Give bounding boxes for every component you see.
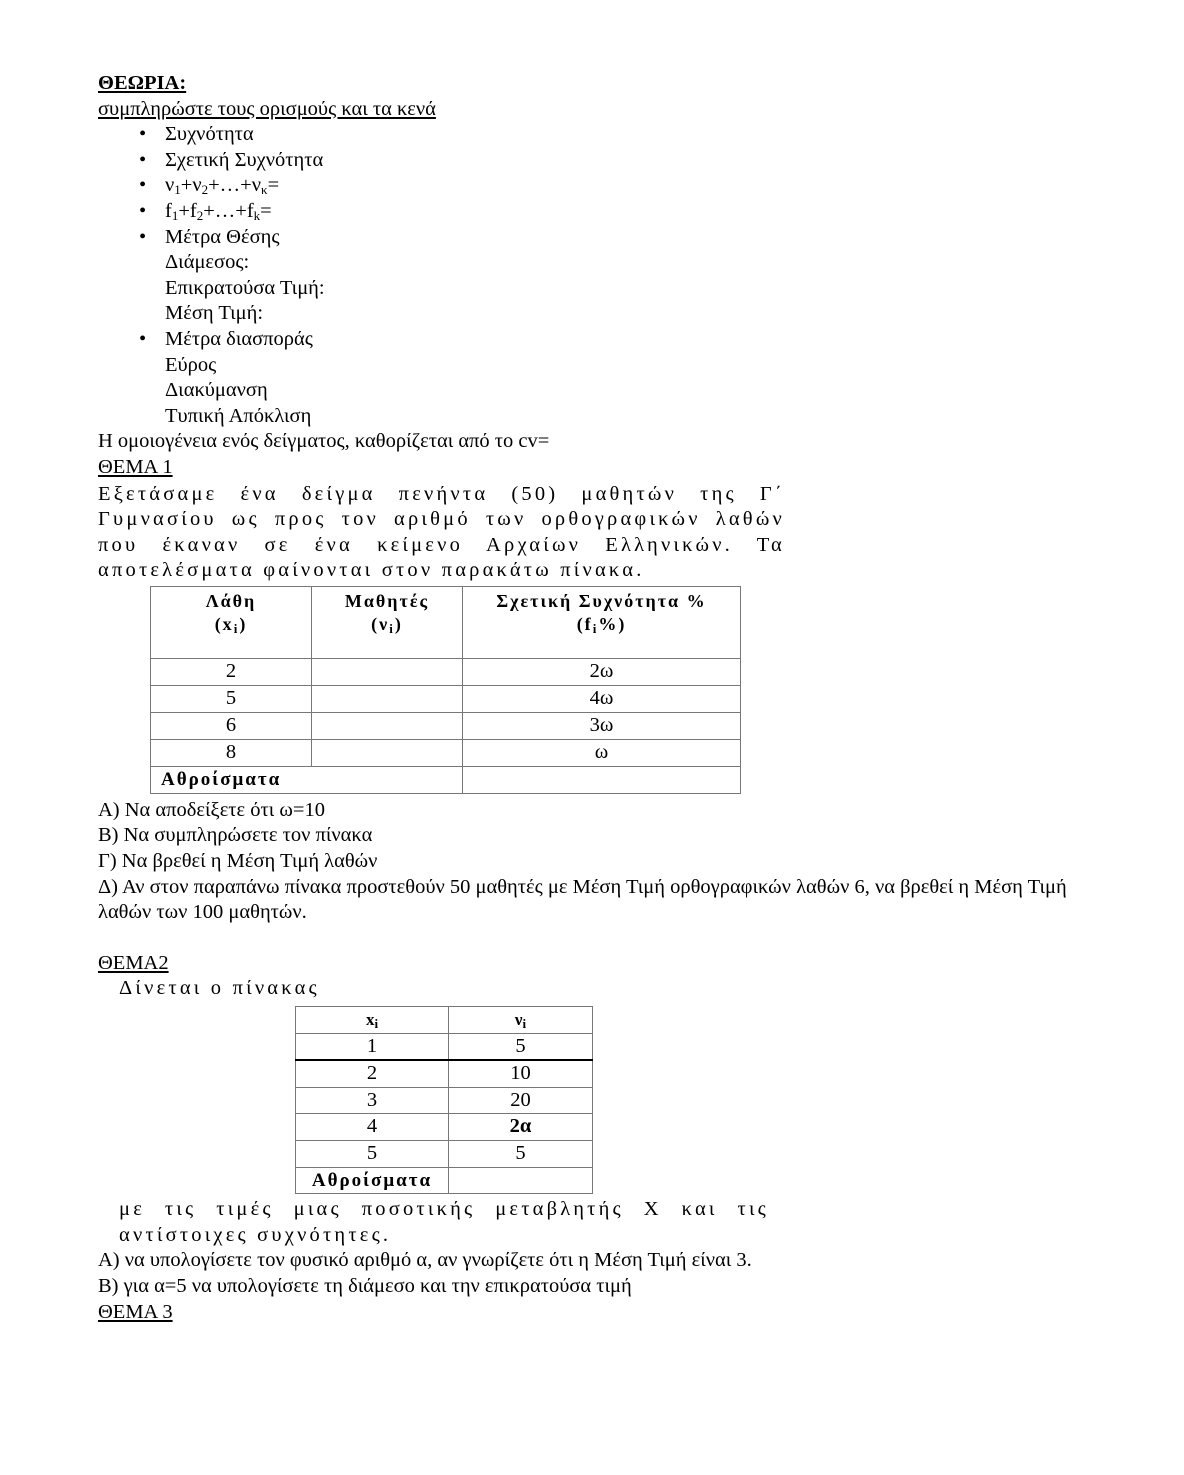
intro-line: Γυμνασίου ως προς τον αριθμό των ορθογραφικών λαθών bbox=[98, 508, 785, 531]
table-sum-row bbox=[151, 766, 741, 793]
list-subitem: Τυπική Απόκλιση bbox=[165, 404, 312, 427]
table-row bbox=[151, 685, 741, 712]
topic1-table bbox=[150, 586, 741, 794]
sum-label: Αθροίσματα bbox=[296, 1167, 449, 1194]
list-item bbox=[98, 173, 1098, 199]
spacer bbox=[98, 926, 1098, 951]
after-line: αντίστοιχες συχνότητες. bbox=[119, 1223, 392, 1246]
table-row bbox=[151, 712, 741, 739]
theory-title: ΘΕΩΡΙΑ: bbox=[98, 72, 187, 94]
table-row bbox=[296, 1033, 593, 1060]
intro-line: αποτελέσματα φαίνονται στον παρακάτω πίνακα. bbox=[98, 559, 645, 582]
header-relative-frequency: Σχετική Συχνότητα % $(f_i\%)$ bbox=[463, 586, 741, 658]
topic2-table bbox=[295, 1006, 593, 1194]
worksheet-page bbox=[98, 71, 1098, 1325]
table-cell: 5 bbox=[449, 1033, 593, 1060]
intro-line: που έκαναν σε ένα κείμενο Αρχαίων Ελληνικών. Τα bbox=[98, 533, 785, 556]
list-item: • Μέτρα διασποράς bbox=[98, 327, 1098, 353]
table-row bbox=[296, 1141, 593, 1168]
header-errors: Λάθη $(x_i)$ bbox=[151, 586, 312, 658]
theory-list bbox=[98, 122, 1098, 250]
table-header-row bbox=[151, 586, 741, 658]
list-subitem: Μέση Τιμή: bbox=[165, 302, 264, 325]
table-sum-row bbox=[296, 1167, 593, 1194]
intro-line: Εξετάσαμε ένα δείγμα πενήντα (50) μαθητών της Γ΄ bbox=[98, 482, 785, 505]
question: Α) να υπολογίσετε τον φυσικό αριθμό α, αν γνωρίζετε ότι η Μέση Τιμή είναι 3. bbox=[98, 1249, 752, 1272]
list-subitem: Επικρατούσα Τιμή: bbox=[165, 276, 325, 299]
header-x: $x_i$ bbox=[296, 1007, 449, 1034]
table-row bbox=[151, 658, 741, 685]
table-cell: 6 bbox=[151, 712, 312, 739]
list-subitem: Διακύμανση bbox=[165, 379, 268, 402]
table-row bbox=[296, 1114, 593, 1141]
table-cell: 3ω bbox=[463, 712, 741, 739]
bullet-icon: • bbox=[139, 174, 147, 197]
list-subitem: Διάμεσος: bbox=[165, 251, 250, 274]
bullet-icon: • bbox=[139, 199, 147, 222]
bullet-icon: • bbox=[139, 148, 147, 171]
header-nu: $\nu_i$ bbox=[449, 1007, 593, 1034]
list-item: • Συχνότητα bbox=[98, 122, 1098, 148]
list-item: • Μέτρα Θέσης bbox=[98, 225, 1098, 251]
bullet-icon: • bbox=[139, 225, 147, 248]
homogeneity-line: Η ομοιογένεια ενός δείγματος, καθορίζεται από το cv= bbox=[98, 430, 550, 453]
theory-instruction: συμπληρώστε τους ορισμούς και τα κενά bbox=[98, 97, 436, 120]
topic2-intro: Δίνεται ο πίνακας bbox=[119, 977, 320, 1000]
list-subitem: Εύρος bbox=[165, 353, 217, 376]
after-line: με τις τιμές μιας ποσοτικής μεταβλητής Χ και τις bbox=[119, 1198, 769, 1221]
sum-frequencies-formula: $\nu_1+\nu_2+\dots+\nu_\kappa=$ bbox=[165, 174, 280, 198]
table-cell: 5 bbox=[296, 1141, 449, 1168]
table-cell bbox=[312, 658, 463, 685]
table-cell: 4ω bbox=[463, 685, 741, 712]
header-students: Μαθητές $(\nu_i)$ bbox=[312, 586, 463, 658]
table-cell: 2 bbox=[151, 658, 312, 685]
list-item: • Σχετική Συχνότητα bbox=[98, 148, 1098, 174]
sum-relative-frequencies-formula: $f_1+f_2+\dots+f_k=$ bbox=[165, 199, 272, 223]
table-cell: 3 bbox=[296, 1087, 449, 1114]
topic2-title: ΘΕΜΑ2 bbox=[98, 951, 169, 974]
list-item bbox=[98, 199, 1098, 225]
question: Α) Να αποδείξετε ότι ω=10 bbox=[98, 798, 325, 821]
table-cell: 4 bbox=[296, 1114, 449, 1141]
table-cell: 2α bbox=[449, 1114, 593, 1141]
table-cell bbox=[312, 685, 463, 712]
table-cell: ω bbox=[463, 739, 741, 766]
table-row bbox=[296, 1087, 593, 1114]
sum-label: Αθροίσματα bbox=[151, 766, 463, 793]
theory-list-cont bbox=[98, 327, 1098, 353]
table-cell: 5 bbox=[151, 685, 312, 712]
question: Γ) Να βρεθεί η Μέση Τιμή λαθών bbox=[98, 850, 378, 873]
topic1-title: ΘΕΜΑ 1 bbox=[98, 455, 173, 478]
bullet-icon: • bbox=[139, 327, 147, 350]
table-cell: 1 bbox=[296, 1033, 449, 1060]
table-header-row bbox=[296, 1007, 593, 1034]
topic3-title: ΘΕΜΑ 3 bbox=[98, 1300, 173, 1323]
topic2-after bbox=[98, 1197, 769, 1248]
question: Β) Να συμπληρώσετε τον πίνακα bbox=[98, 824, 373, 847]
table-cell: 10 bbox=[449, 1060, 593, 1087]
question: Β) για α=5 να υπολογίσετε τη διάμεσο και την επικρατούσα τιμή bbox=[98, 1274, 632, 1297]
table-cell: 2ω bbox=[463, 658, 741, 685]
table-row bbox=[151, 739, 741, 766]
table-cell bbox=[463, 766, 741, 793]
topic1-intro bbox=[98, 482, 785, 584]
table-cell: 20 bbox=[449, 1087, 593, 1114]
question: Δ) Αν στον παραπάνω πίνακα προστεθούν 50 μαθητές με Μέση Τιμή ορθογραφικών λαθών 6, να βρεθεί η Μέση Τιμή λαθών των 100 μαθητών. bbox=[98, 875, 1067, 924]
table-cell: 2 bbox=[296, 1060, 449, 1087]
bullet-icon: • bbox=[139, 123, 147, 146]
table-cell: 8 bbox=[151, 739, 312, 766]
table-cell bbox=[312, 739, 463, 766]
table-cell: 5 bbox=[449, 1141, 593, 1168]
table-cell bbox=[449, 1167, 593, 1194]
table-cell bbox=[312, 712, 463, 739]
table-row bbox=[296, 1060, 593, 1087]
